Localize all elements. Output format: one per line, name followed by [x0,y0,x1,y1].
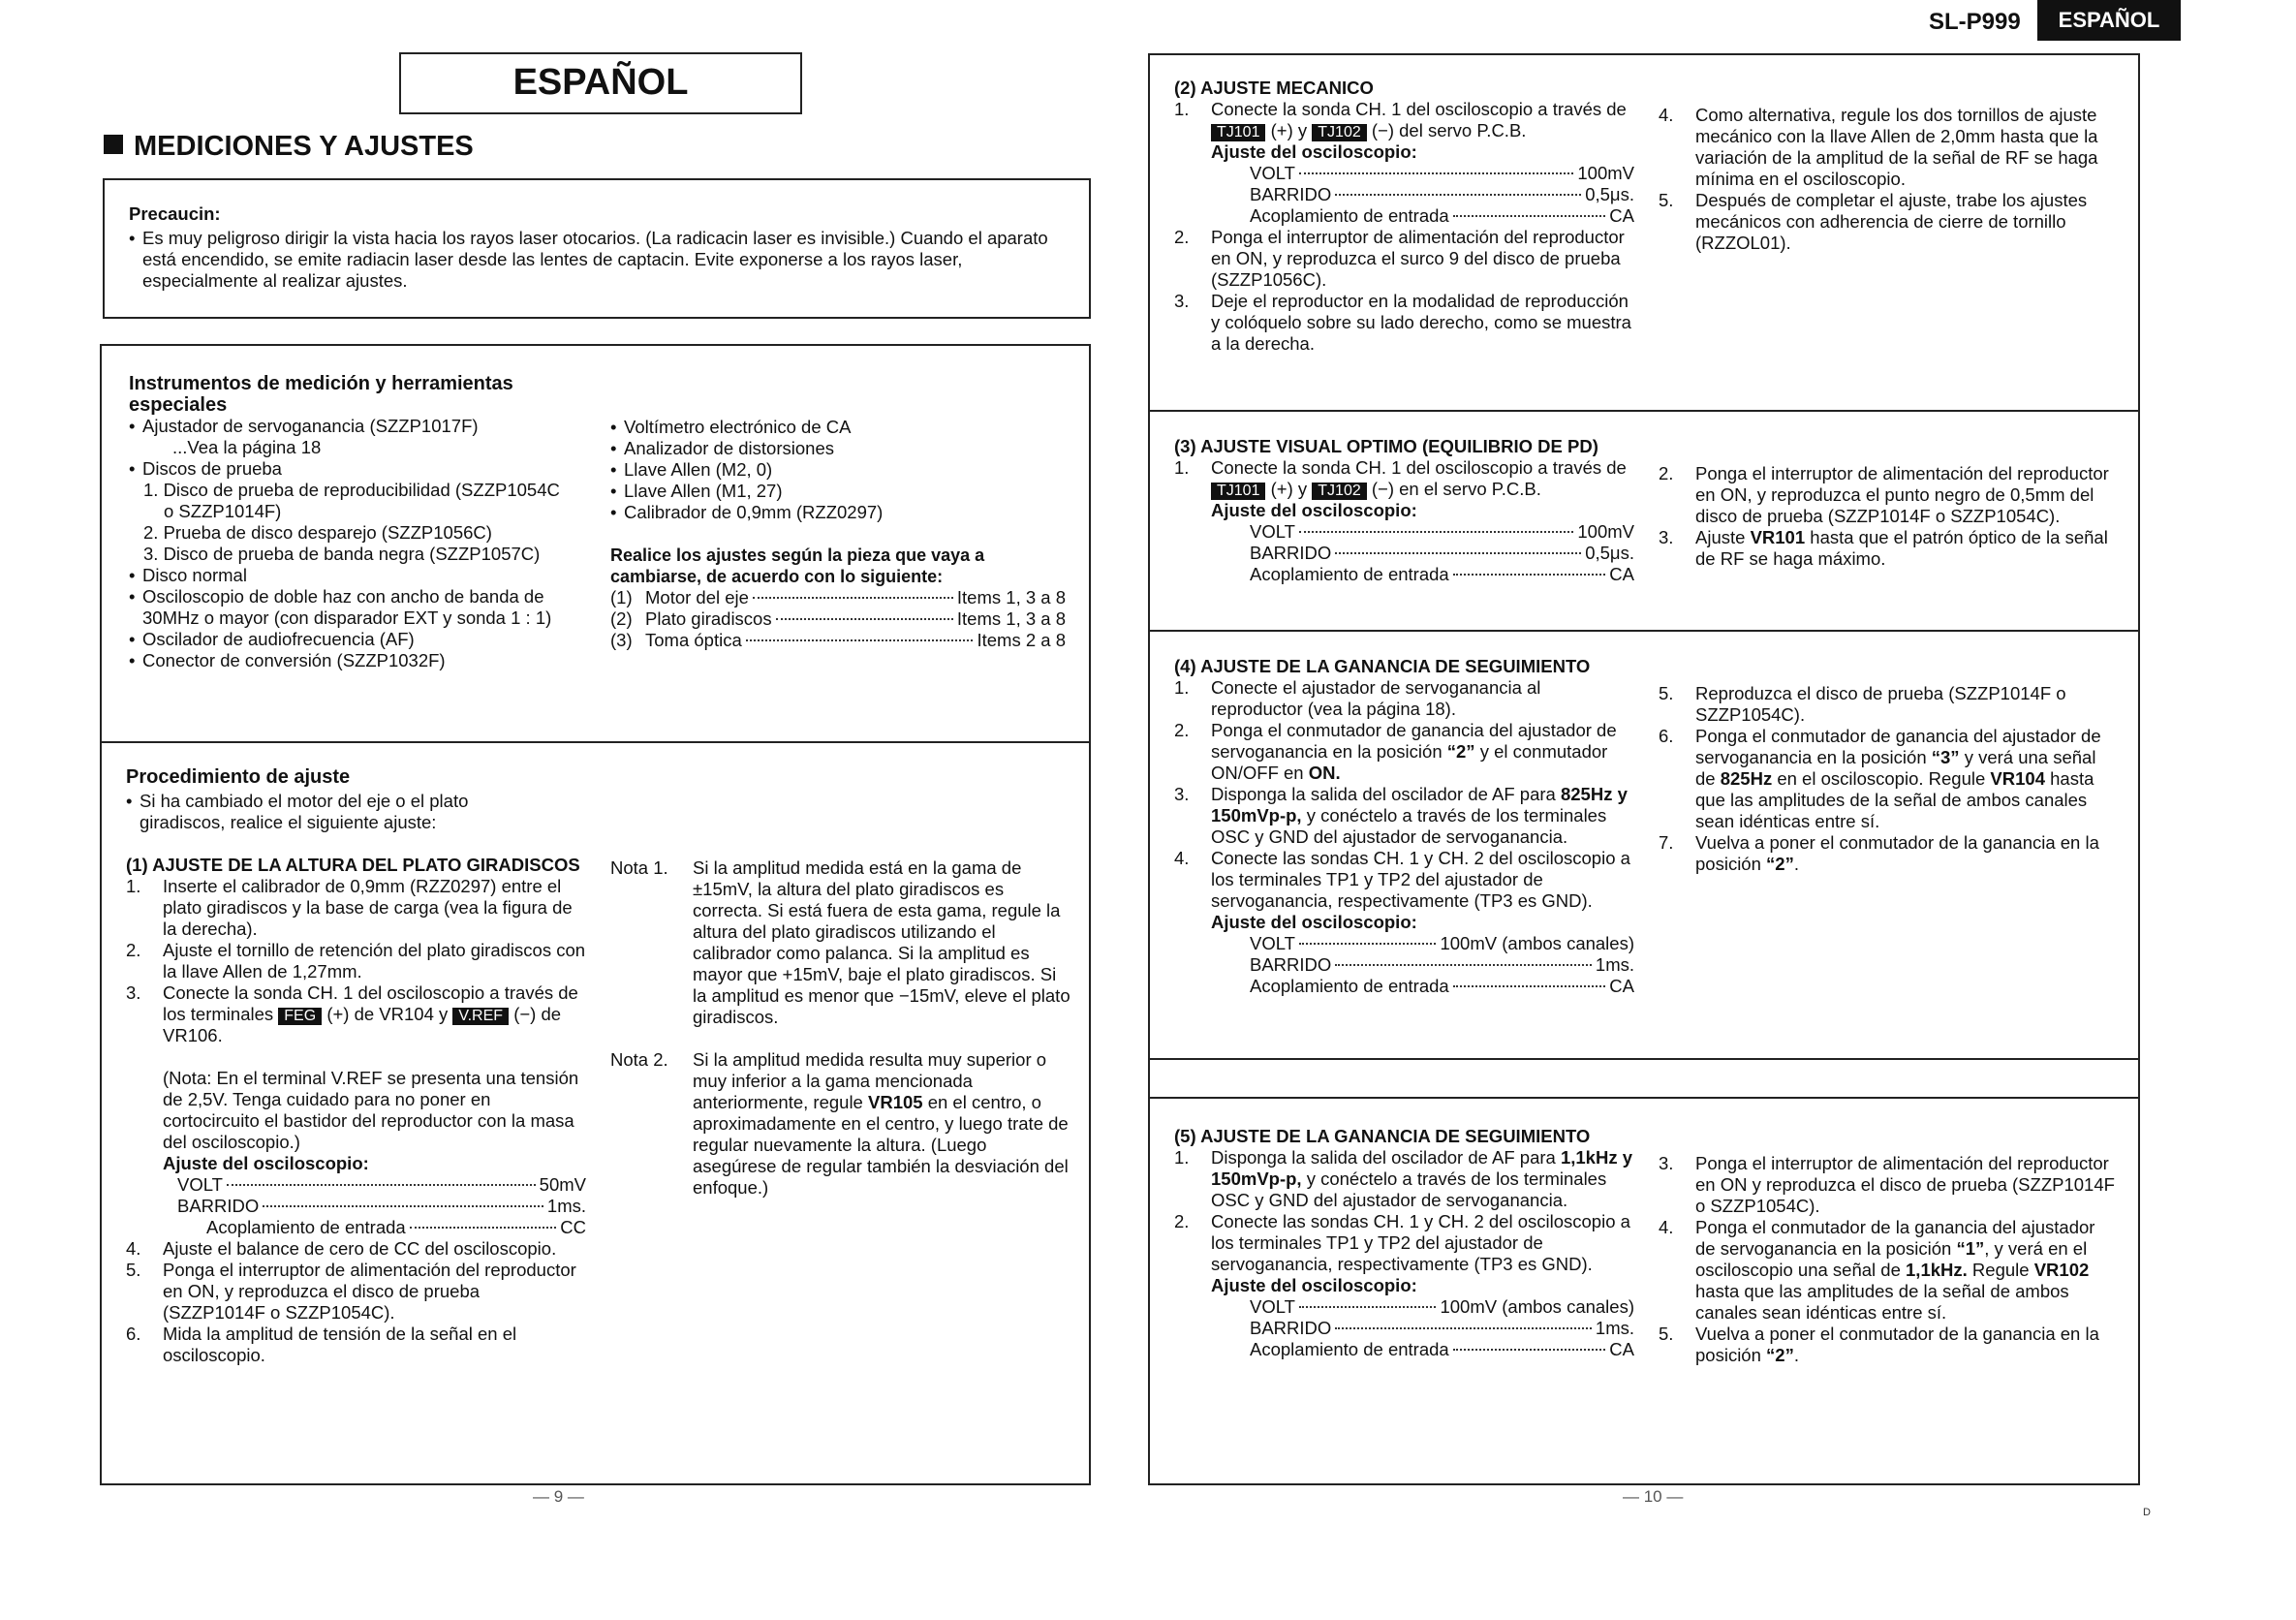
s2-right [1659,105,2119,254]
s4-left [1174,656,1634,997]
osc-volt: VOLT 100mV [1250,163,1634,183]
instrument-item: • Voltímetro electrónico de CA [610,417,1066,438]
page-number-9: — 9 — [533,1487,584,1506]
osc-barrido: BARRIDO 0,5μs. [1250,184,1634,204]
osc-acoplamiento: Acoplamiento de entrada CA [1250,564,1634,584]
instrument-item: • Discos de prueba [129,458,594,480]
osc-title: Ajuste del osciloscopio: [1211,141,1417,162]
s1-step-1: 1. Inserte el calibrador de 0,9mm (RZZ0297) entre el plato giradiscos y la base de carga (vea la figura de la derecha). [126,876,573,939]
s1-step-4: 4. Ajuste el balance de cero de CC del osciloscopio. [126,1238,557,1259]
osc-acoplamiento: Acoplamiento de entrada CA [1250,976,1634,996]
osc-volt: VOLT 100mV [1250,521,1634,542]
box-divider [100,741,1091,743]
model-number: SL-P999 [1929,9,2021,35]
s2-left [1174,78,1634,355]
osc-volt: VOLT 50mV [177,1174,586,1195]
s3-title: (3) AJUSTE VISUAL OPTIMO (EQUILIBRIO DE PD) [1174,436,1598,456]
s3-step-1: 1. Conecte la sonda CH. 1 del osciloscopio a través de TJ101 (+) y TJ102 (−) en el servo P.C.B. Ajuste del osciloscopio: VOLT 100mV BARRIDO 0,5μs. Acoplamiento de entrada CA [1174,457,1634,584]
s2-step-1: 1. Conecte la sonda CH. 1 del osciloscopio a través de TJ101 (+) y TJ102 (−) del servo P.C.B. Ajuste del osciloscopio: VOLT 100mV BARRIDO 0,5μs. Acoplamiento de entrada CA [1174,99,1634,226]
section-heading: MEDICIONES Y AJUSTES [134,131,474,162]
s4-step-6: 6. Ponga el conmutador de ganancia del ajustador de servoganancia en la posición “3” y verá una señal de 825Hz en el osciloscopio. Regule VR104 hasta que las amplitudes de la señal de ambos canales sean idénticas entre sí. [1659,726,2101,831]
osc-barrido: BARRIDO 1ms. [1250,954,1634,975]
s2-step-2: 2. Ponga el interruptor de alimentación del reproductor en ON, y reproduzca el surco 9 del disco de prueba (SZZP1056C). [1174,227,1625,290]
osc-volt: VOLT 100mV (ambos canales) [1250,933,1634,953]
instrument-item: • Disco normal [129,565,594,586]
page-number-10: — 10 — [1623,1487,1684,1506]
instrument-item: ...Vea la página 18 [172,437,322,457]
s1-step-6: 6. Mida la amplitud de tensión de la señal en el osciloscopio. [126,1324,517,1365]
nota-2: Nota 2. Si la amplitud medida resulta muy superior o muy inferior a la gama mencionada anteriormente, regule VR105 en el centro, o aproximadamente en el centro, y luego trate de regular nuevamente la altura. (Luego asegúrese de regular también la desviación del enfoque.) [610,1049,1069,1198]
instrument-item: 30MHz o mayor (con disparador EXT y sonda 1 : 1) [142,608,552,628]
osc-volt: VOLT 100mV (ambos canales) [1250,1296,1634,1317]
notes [610,857,1070,1199]
instrument-item: • Ajustador de servoganancia (SZZP1017F) [129,416,594,437]
s1-step-3: 3. Conecte la sonda CH. 1 del osciloscopio a través de los terminales FEG (+) de VR104 y V.REF (−) de VR106. (Nota: En el terminal V.REF se presenta una tensión de 2,5V. Tenga cuidado para no poner en cortocircuito el bastidor del reproductor con la masa del osciloscopio.) Ajuste del osciloscopio: VOLT 50mV BARRIDO 1ms. Acoplamiento de entrada CC [126,982,586,1237]
s3-right [1659,463,2119,570]
s4-step-1: 1. Conecte el ajustador de servoganancia al reproductor (vea la página 18). [1174,677,1541,719]
osc-title: Ajuste del osciloscopio: [163,1153,369,1173]
parts-note-title: Realice los ajustes según la pieza que vaya a cambiarse, de acuerdo con lo siguiente: [610,545,985,586]
s2-step-4: 4. Como alternativa, regule los dos tornillos de ajuste mecánico con la llave Allen de 2,0mm hasta que la variación de la amplitud de la señal de RF se haga mínima en el osciloscopio. [1659,105,2098,189]
osc-acoplamiento: Acoplamiento de entrada CA [1250,1339,1634,1359]
precaution-title: Precaucin: [129,203,221,224]
section-marker [104,135,123,154]
osc-title: Ajuste del osciloscopio: [1211,500,1417,520]
instruments-right [610,417,1066,651]
s1-step-5: 5. Ponga el interruptor de alimentación del reproductor en ON, y reproduzca el disco de prueba (SZZP1014F o SZZP1054C). [126,1260,576,1323]
nota-1: Nota 1. Si la amplitud medida está en la gama de ±15mV, la altura del plato giradiscos es correcta. Si está fuera de esta gama, regule la altura del plato giradiscos utilizando el calibrador como palanca. Si la amplitud es mayor que +15mV, baje el plato giradiscos. Si la amplitud es menor que −15mV, eleve el plato giradiscos. [610,857,1070,1027]
s5-step-4: 4. Ponga el conmutador de la ganancia del ajustador de servoganancia en la posición “1”, y verá en el osciloscopio una señal de 1,1kHz. Regule VR102 hasta que las amplitudes de la señal de ambos canales sean idénticas entre sí. [1659,1217,2095,1323]
s1-title: (1) AJUSTE DE LA ALTURA DEL PLATO GIRADISCOS [126,855,580,875]
s5-right [1659,1153,2119,1366]
instrument-item: 2. Prueba de disco desparejo (SZZP1056C) [143,522,492,543]
terminal-tag: FEG [278,1008,322,1025]
s3-step-3: 3. Ajuste VR101 hasta que el patrón óptico de la señal de RF se haga máximo. [1659,527,2108,569]
instrument-item: 1. Disco de prueba de reproducibilidad (SZZP1054C [143,480,560,500]
s4-step-2: 2. Ponga el conmutador de ganancia del ajustador de servoganancia en la posición “2” y el conmutador ON/OFF en ON. [1174,720,1617,783]
s3-left [1174,436,1634,585]
parts-item: (3) Toma óptica Items 2 a 8 [610,630,1066,650]
s4-title: (4) AJUSTE DE LA GANANCIA DE SEGUIMIENTO [1174,656,1591,676]
s4-step-7: 7. Vuelva a poner el conmutador de la ganancia en la posición “2”. [1659,832,2099,874]
s5-step-2: 2. Conecte las sondas CH. 1 y CH. 2 del osciloscopio a los terminales TP1 y TP2 del ajustador de servoganancia, respectivamente (TP3 es GND). Ajuste del osciloscopio: VOLT 100mV (ambos canales) BARRIDO 1ms. Acoplamiento de entrada CA [1174,1211,1634,1359]
s2-step-5: 5. Después de completar el ajuste, trabe los ajustes mecánicos con adherencia de cierre de tornillo (RZZOL01). [1659,190,2088,253]
instrument-item: • Conector de conversión (SZZP1032F) [129,650,594,671]
box-divider [1148,410,2140,412]
osc-barrido: BARRIDO 0,5μs. [1250,543,1634,563]
osc-barrido: BARRIDO 1ms. [1250,1318,1634,1338]
s2-step-3: 3. Deje el reproductor en la modalidad de reproducción y colóquelo sobre su lado derecho, como se muestra a la derecha. [1174,291,1631,354]
osc-acoplamiento: Acoplamiento de entrada CA [1250,205,1634,226]
procedure-intro: • Si ha cambiado el motor del eje o el plato [126,791,586,812]
s5-step-3: 3. Ponga el interruptor de alimentación del reproductor en ON y reproduzca el disco de prueba (SZZP1014F o SZZP1054C). [1659,1153,2115,1216]
precaution [129,203,1059,292]
s4-step-4: 4. Conecte las sondas CH. 1 y CH. 2 del osciloscopio a los terminales TP1 y TP2 del ajustador de servoganancia, respectivamente (TP3 es GND). Ajuste del osciloscopio: VOLT 100mV (ambos canales) BARRIDO 1ms. Acoplamiento de entrada CA [1174,848,1634,996]
s5-step-5: 5. Vuelva a poner el conmutador de la ganancia en la posición “2”. [1659,1324,2099,1365]
instrument-item: • Analizador de distorsiones [610,438,1066,459]
s5-step-1: 1. Disponga la salida del oscilador de AF para 1,1kHz y 150mVp-p, y conéctelo a través de los terminales OSC y GND del ajustador de servoganancia. [1174,1147,1633,1210]
terminal-tag: V.REF [452,1008,509,1025]
instruments-left [129,373,594,671]
instrument-item: • Oscilador de audiofrecuencia (AF) [129,629,594,650]
osc-title: Ajuste del osciloscopio: [1211,912,1417,932]
language-tab: ESPAÑOL [2037,0,2181,41]
instrument-item: • Osciloscopio de doble haz con ancho de banda de [129,586,594,608]
instrument-item: • Llave Allen (M1, 27) [610,481,1066,502]
box-divider [1148,630,2140,632]
corner-mark: D [2143,1507,2151,1518]
procedure-intro: giradiscos, realice el siguiente ajuste: [140,812,437,832]
osc-barrido: BARRIDO 1ms. [177,1196,586,1216]
terminal-tag: TJ102 [1312,483,1366,500]
instrument-item: • Llave Allen (M2, 0) [610,459,1066,481]
terminal-tag: TJ101 [1211,483,1265,500]
instrument-item: • Calibrador de 0,9mm (RZZ0297) [610,502,1066,523]
procedure-title: Procedimiento de ajuste [126,766,351,788]
s1-note: (Nota: En el terminal V.REF se presenta una tensión de 2,5V. Tenga cuidado para no poner en cortocircuito el bastidor del reproductor con la masa del osciloscopio.) [163,1068,579,1152]
precaution-text: • Es muy peligroso dirigir la vista hacia los rayos laser otocarios. (La radicacin laser es invisible.) Cuando el aparato está encendido, se emite radiacin laser desde las lentes de captacin. Evite exponerse a los rayos laser, especialmente al realizar ajustes. [129,228,1059,292]
terminal-tag: TJ102 [1312,124,1366,141]
box-divider [1148,1058,2140,1060]
s4-step-5: 5. Reproduzca el disco de prueba (SZZP1014F o SZZP1054C). [1659,683,2066,725]
box-divider [1148,1097,2140,1099]
s2-title: (2) AJUSTE MECANICO [1174,78,1374,98]
terminal-tag: TJ101 [1211,124,1265,141]
s5-title: (5) AJUSTE DE LA GANANCIA DE SEGUIMIENTO [1174,1126,1591,1146]
parts-item: (2) Plato giradiscos Items 1, 3 a 8 [610,608,1066,629]
instruments-title: Instrumentos de medición y herramientas especiales [129,373,513,416]
s1-step-2: 2. Ajuste el tornillo de retención del plato giradiscos con la llave Allen de 1,27mm. [126,940,586,981]
parts-item: (1) Motor del eje Items 1, 3 a 8 [610,587,1066,608]
s5-left [1174,1126,1634,1360]
s3-step-2: 2. Ponga el interruptor de alimentación del reproductor en ON, y reproduzca el punto negro de 0,5mm del disco de prueba (SZZP1014F o SZZP1054C). [1659,463,2109,526]
osc-title: Ajuste del osciloscopio: [1211,1275,1417,1295]
s4-right [1659,683,2119,875]
instrument-item: o SZZP1014F) [164,501,282,521]
s4-step-3: 3. Disponga la salida del oscilador de AF para 825Hz y 150mVp-p, y conéctelo a través de los terminales OSC y GND del ajustador de servoganancia. [1174,784,1628,847]
procedure-left [126,766,586,1366]
page-title: ESPAÑOL [512,62,689,103]
osc-acoplamiento: Acoplamiento de entrada CC [206,1217,586,1237]
instrument-item: 3. Disco de prueba de banda negra (SZZP1057C) [143,544,541,564]
